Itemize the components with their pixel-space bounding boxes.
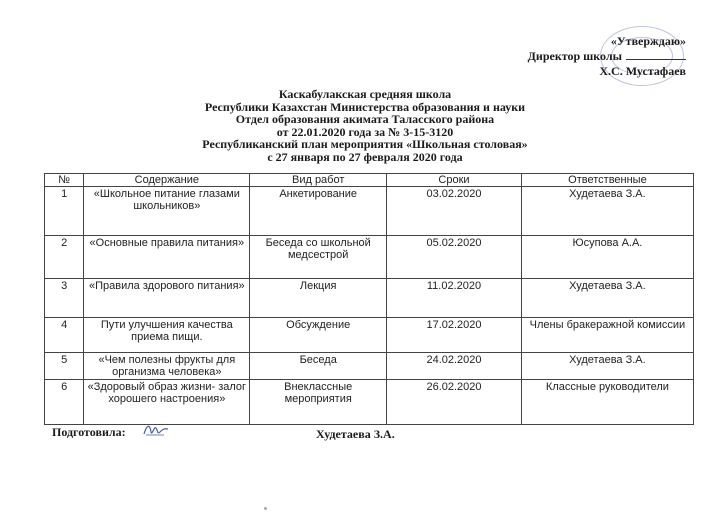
row-responsible: Худетаева З.А. [521,353,693,380]
row-type: Беседа [250,353,387,380]
header-plan-title: Республиканский план мероприятия «Школьная столовая» [202,137,528,151]
row-type: Лекция [250,279,387,318]
document-header [150,88,580,163]
approval-name: Х.С. Мустафаев [599,64,686,78]
header-content: Содержание [84,174,250,187]
row-num: 6 [45,380,84,425]
header-date: Сроки [387,174,522,187]
prepared-label: Подготовила: [52,425,126,439]
row-num: 2 [45,236,84,279]
row-content: «Правила здорового питания» [84,279,250,318]
row-num: 1 [45,187,84,236]
row-num: 5 [45,353,84,380]
row-responsible: Классные руководители [521,380,693,425]
approval-title: «Утверждаю» [610,34,686,48]
header-type: Вид работ [250,174,387,187]
header-school: Каскабулакская средняя школа [278,87,452,101]
row-content: Пути улучшения качества приема пищи. [84,318,250,353]
scan-speck [264,507,267,510]
approval-signature-line [626,59,686,60]
row-responsible: Худетаева З.А. [521,279,693,318]
header-order: от 22.01.2020 года за № 3-15-3120 [276,124,454,139]
header-ministry: Республики Казахстан Министерства образования и науки [204,99,526,114]
row-date: 17.02.2020 [387,318,522,353]
row-content: «Здоровый образ жизни- залог хорошего настроения» [84,380,250,425]
row-responsible: Худетаева З.А. [521,187,693,236]
row-responsible: Юсупова А.А. [521,236,693,279]
row-type: Анкетирование [250,187,387,236]
row-date: 05.02.2020 [387,236,522,279]
header-period: с 27 января по 27 февраля 2020 года [267,149,463,164]
row-num: 4 [45,318,84,353]
table-row [45,380,694,425]
row-num: 3 [45,279,84,318]
row-content: «Основные правила питания» [84,236,250,279]
signature-icon [142,420,170,438]
header-department: Отдел образования акимата Таласского района [235,112,495,126]
row-type: Беседа со школьной медсестрой [250,236,387,279]
row-responsible: Члены бракеражной комиссии [521,318,693,353]
plan-table [44,173,694,425]
row-date: 26.02.2020 [387,380,522,425]
row-content: «Школьное питание глазами школьников» [84,187,250,236]
approval-position: Директор школы [528,49,686,64]
table-row [45,353,694,380]
row-date: 03.02.2020 [387,187,522,236]
table-row [45,279,694,318]
row-type: Внеклассные мероприятия [250,380,387,425]
header-responsible: Ответственные [521,174,693,187]
row-content: «Чем полезны фрукты для организма человека» [84,353,250,380]
row-date: 24.02.2020 [387,353,522,380]
prepared-name: Худетаева З.А. [316,427,395,441]
table-row [45,236,694,279]
table-header-row [45,174,694,187]
table-row [45,318,694,353]
approval-block [528,34,686,79]
row-type: Обсуждение [250,318,387,353]
header-num: № [45,174,84,187]
table-row [45,187,694,236]
row-date: 11.02.2020 [387,279,522,318]
